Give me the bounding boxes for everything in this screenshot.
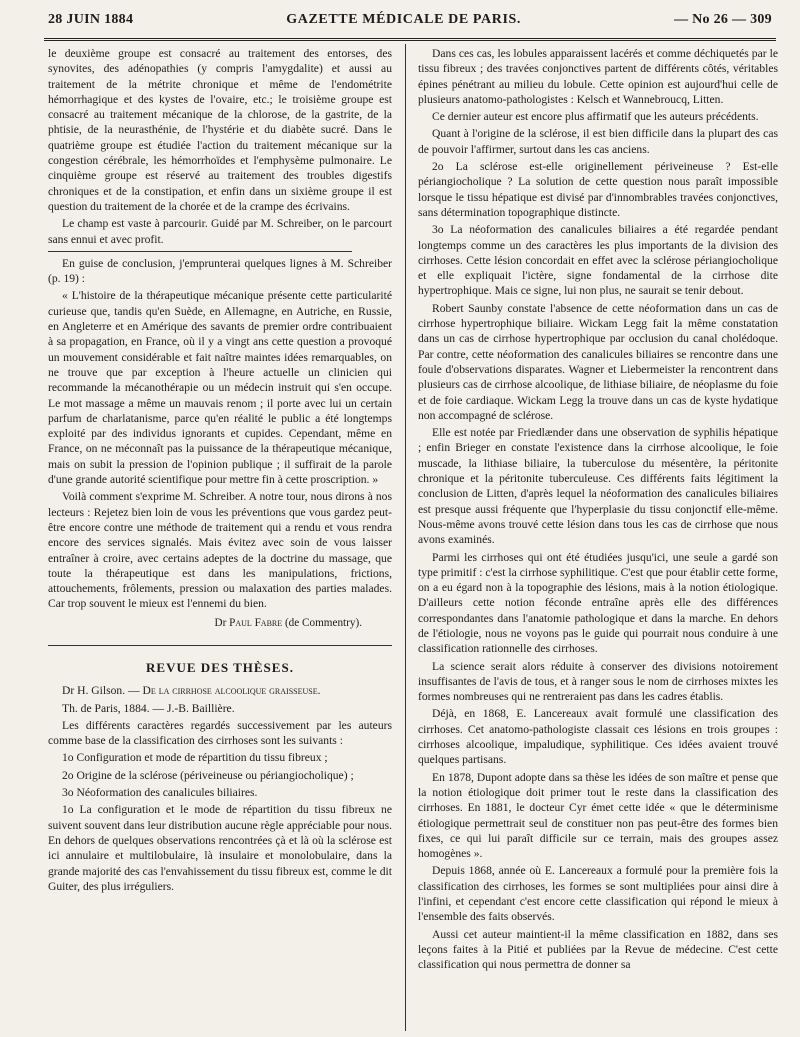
right-column (418, 46, 778, 1029)
header-journal-title: GAZETTE MÉDICALE DE PARIS. (286, 12, 521, 27)
thesis-publication: Th. de Paris, 1884. — J.-B. Baillière. (62, 701, 235, 715)
column-divider (405, 44, 406, 1031)
author-signature (48, 616, 362, 631)
header-issue-page: — No 26 — 309 (673, 12, 772, 27)
paragraph: La science serait alors réduite à conserver des divisions notoirement insuffisantes de l'avis de tous, et à ranger sous le nom de cirrhoses mixtes les formes nombreuses qui ne rentreraient pas dans les cadres établis. (418, 659, 778, 704)
paragraph: Le champ est vaste à parcourir. Guidé par M. Schreiber, on le parcourt sans ennui et avec profit. (48, 217, 392, 246)
list-item: 1o Configuration et mode de répartition du tissu fibreux ; (62, 751, 328, 765)
paragraph: 3o La néoformation des canalicules biliaires a été regardée pendant longtemps comme un des caractères les plus importants de la division des cirrhoses. Cette lésion concordait en effet avec la sclérose périangiocholique et elle expliquait l'ictère, signe fondamental de la cirrhose dite hypertrophique. Mais ce signe, lui non plus, ne saurait se tenir debout. (418, 223, 778, 298)
paragraph: En 1878, Dupont adopte dans sa thèse les idées de son maître et pense que la notion étiologique doit primer tout le reste dans la classification des cirrhoses. En 1881, le docteur Cyr émet cette idée « que le déterminisme étiologique permettrait seul de constituer non pas peut-être des formes bien fixes, ce qui lui paraît difficile sur ce terrain, mais des groupes assez homogènes ». (418, 770, 778, 861)
thesis-author: Dr H. Gilson. — (62, 684, 140, 698)
header-rule (44, 38, 776, 41)
signature-title: Dr (214, 616, 227, 629)
header-date: 28 JUIN 1884 (48, 12, 134, 27)
paragraph: Voilà comment s'exprime M. Schreiber. A notre tour, nous dirons à nos lecteurs : Rejetez bien loin de vous les préventions que vous gardez peut-être encore contre une méthode de traitement qui a rendu et vous rendra encore des services signalés. Mais évitez avec soin de vous laisser entraîner à croire, avec certains adeptes de la doctrine du massage, que toute la thérapeutique est dans les manipulations, frictions, attouchements, frôlements, pression ou malaxation des parties malades. Car trop souvent le mieux est l'ennemi du bien. (48, 490, 392, 611)
paragraph: Déjà, en 1868, E. Lancereaux avait formulé une classification des cirrhoses. Cet anatomo-pathologiste classait ces lésions en trois groupes : cirrhoses alcoolique, impaludique, syphilitique. Ces idées avaient trouvé quelques partisans. (418, 707, 778, 767)
list-item: 2o Origine de la sclérose (périveineuse ou périangiocholique) ; (62, 768, 354, 782)
section-title: REVUE DES THÈSES. (146, 659, 294, 675)
thesis-title: De la cirrhose alcoolique graisseuse. (142, 684, 321, 698)
section-rule (48, 645, 392, 646)
thesis-citation (48, 683, 392, 698)
paragraph: le deuxième groupe est consacré au traitement des entorses, des synovites, des adénopathies (y compris l'amygdalite) et aussi au traitement de la métrite chronique et même de l'endométrite hémorrhagique et des kystes de l'ovaire, etc.; le troisième groupe est consacré au traitement mécanique de la chlorose, de la gastrite, de la phtisie, de la neurasthénie, de l'hystérie et du diabète sucré. Dans le quatrième groupe est étudiée l'action du traitement mécanique sur la congestion cérébrale, les hémorrhoïdes et l'emphysème pulmonaire. Le cinquième groupe est réservé au traitement des troubles digestifs chroniques et de la constipation, et enfin dans un sixième groupe il est question du traitement de la chorée et de la crampe des écrivains. (48, 47, 392, 213)
paragraph: En guise de conclusion, j'emprunterai quelques lignes à M. Schreiber (p. 19) : (48, 256, 392, 286)
left-column (48, 46, 392, 1029)
paragraph: Dans ces cas, les lobules apparaissent lacérés et comme déchiquetés par le tissu fibreux ; des travées conjonctives partent de différents côtés, véritables épines pénétrant au milieu du lobule. Cette opinion est aujourd'hui celle de plusieurs anatomo-pathologistes : Kelsch et Wannebroucq, Litten. (418, 47, 778, 106)
separator-rule (48, 251, 352, 252)
paragraph: Robert Saunby constate l'absence de cette néoformation dans un cas de cirrhose hypertrophique biliaire. Wickam Legg fait la même constatation dans un cas de cirrhose hypertrophique par occlusion du canal cholédoque. Par contre, cette néoformation des canalicules biliaires se rencontre dans une foule d'observations disparates. Wagner et Liebermeister la rencontrent dans plusieurs cas de cirrhose alcoolique, de lithiase biliaire, de néoplasme du foie et de foie cardiaque. Wickam Legg la trouve dans un cas de kyste hydatique non accompagné de sclérose. (418, 301, 778, 422)
paragraph: Quant à l'origine de la sclérose, il est bien difficile dans la plupart des cas de pouvoir l'affirmer, surtout dans les cas anciens. (418, 127, 778, 156)
paragraph: 1o La configuration et le mode de répartition du tissu fibreux ne suivent souvent dans leur distribution aucune règle appréciable pour nous. En dehors de quelques observations rencontrées çà et là où la sclérose est ici annulaire et multilobulaire, là insulaire et monolobulaire, dans la grande majorité des cas l'envahissement du tissu fibreux est, comme le dit Guiter, des plus irréguliers. (48, 803, 392, 893)
paragraph: Elle est notée par Friedlænder dans une observation de syphilis hépatique ; enfin Brieger en constate l'existence dans la cirrhose alcoolique, le foie muscade, la lithiase biliaire, la tuberculose du mésentère, la péritonite chronique et la péritonite tuberculeuse. Ces différents faits légitiment la conclusion de Litten, d'après lequel la néoformation des canalicules biliaires est presque aussi fréquente que l'hyperplasie du tissu conjonctif elle-même. Nous-même avons trouvé cette lésion dans tous les cas de cirrhose que nous avons examinés. (418, 426, 778, 547)
signature-name: Paul Fabre (229, 616, 283, 629)
quotation: « L'histoire de la thérapeutique mécanique présente cette particularité curieuse que, tandis qu'en Suède, en Allemagne, en Autriche, en Russie, en Angleterre et en Amérique des savants de premier ordre contribuaient à sa propagation, en France, où il y a vingt ans cette question a provoqué un mouvement considérable et fait naître maintes idées remarquables, on ne trouve que par exception à l'heure actuelle un clinicien qui recommande la mécanothérapie ou un médecin instruit qui s'en occupe. Le mot massage a même un mauvais renom ; il porte avec lui un certain parfum de charlatanisme, parce qu'en réalité le public a été longtemps exploité par des individus ignorants et cupides. Cependant, même en France, on ne méconnaît pas la puissance de la thérapeutique mécanique, mais on subit la pression de l'opinion publique ; il suffirait de la parole d'une grande autorité scientifique pour mettre fin à cette proscription. » (48, 289, 392, 487)
list-item: 3o Néoformation des canalicules biliaires. (62, 786, 258, 800)
paragraph: Depuis 1868, année où E. Lancereaux a formulé pour la première fois la classification des cirrhoses, les formes se sont multipliées pour ainsi dire à l'infini, et cependant c'est encore cette classification qui répond le mieux à l'ensemble des faits observés. (418, 864, 778, 924)
paragraph: 2o La sclérose est-elle originellement périveineuse ? Est-elle périangiocholique ? La solution de cette question nous paraît impossible lorsque le tissu hépatique est divisé par d'innombrables travées conjonctives, sans détermination topographique distincte. (418, 160, 778, 219)
paragraph: Les différents caractères regardés successivement par les auteurs comme base de la classification des cirrhoses sont les suivants : (48, 718, 392, 748)
paragraph: Ce dernier auteur est encore plus affirmatif que les auteurs précédents. (432, 110, 759, 124)
paragraph: Aussi cet auteur maintient-il la même classification en 1882, dans ses leçons faites à la Pitié et publiées par la Revue de médecine. C'est cette classification qui nous permettra de donner sa (418, 927, 778, 972)
paragraph: Parmi les cirrhoses qui ont été étudiées jusqu'ici, une seule a gardé son type primitif : c'est la cirrhose syphilitique. C'est que pour établir cette forme, on a eu égard non à la topographie des lésions, mais à la notion étiologique. D'ailleurs cette notion féconde entraîne après elle des différences correspondantes dans l'anatomie pathologique et dans la marche. En dehors de l'étiologie, nous ne voyons pas le guide qui pourrait nous conduire à une classification rationnelle des cirrhoses. (418, 550, 778, 656)
signature-place: (de Commentry). (284, 616, 362, 629)
page-header (48, 12, 772, 34)
